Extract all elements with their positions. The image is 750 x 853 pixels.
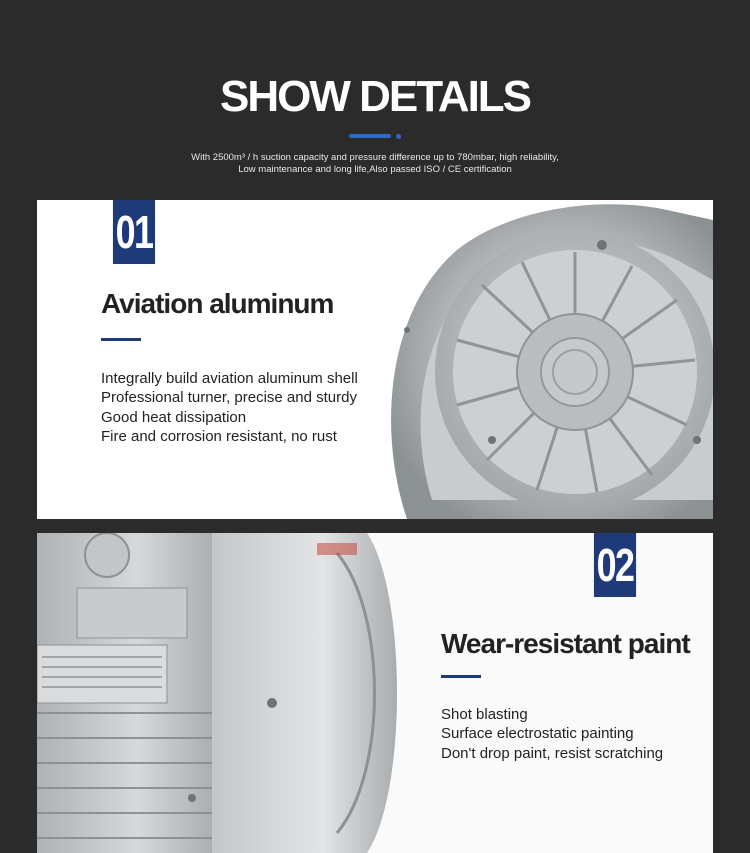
blower-impeller-photo bbox=[337, 200, 713, 519]
page-title: SHOW DETAILS bbox=[219, 72, 531, 121]
section-number-badge: 02 bbox=[594, 533, 636, 597]
feature-list bbox=[441, 705, 663, 763]
feature-list bbox=[101, 369, 358, 446]
feature-item: Shot blasting bbox=[441, 706, 528, 723]
page-subtitle bbox=[0, 152, 750, 176]
detail-section-wear-resistant-paint bbox=[37, 533, 713, 853]
feature-item: Surface electrostatic painting bbox=[441, 725, 634, 743]
section-number-badge: 01 bbox=[113, 200, 155, 264]
heading-underline bbox=[101, 338, 141, 341]
section-heading: Wear-resistant paint bbox=[441, 628, 690, 659]
page-header bbox=[0, 0, 750, 200]
detail-section-aviation-aluminum bbox=[37, 200, 713, 519]
subtitle-line-1: With 2500m³ / h suction capacity and pressure difference up to 780mbar, high reliability, bbox=[191, 152, 559, 163]
heading-underline bbox=[441, 675, 481, 678]
feature-item: Good heat dissipation bbox=[101, 408, 247, 426]
feature-item: Don't drop paint, resist scratching bbox=[441, 744, 664, 762]
subtitle-line-2: Low maintenance and long life,Also passed ISO / CE certification bbox=[238, 164, 512, 175]
feature-item: Fire and corrosion resistant, no rust bbox=[101, 427, 337, 445]
feature-item: Integrally build aviation aluminum shell bbox=[101, 370, 358, 387]
title-underline bbox=[349, 134, 391, 138]
blower-motor-photo bbox=[37, 533, 397, 853]
feature-item: Professional turner, precise and sturdy bbox=[101, 389, 357, 407]
section-heading: Aviation aluminum bbox=[101, 288, 334, 319]
title-underline-dot bbox=[396, 134, 401, 139]
